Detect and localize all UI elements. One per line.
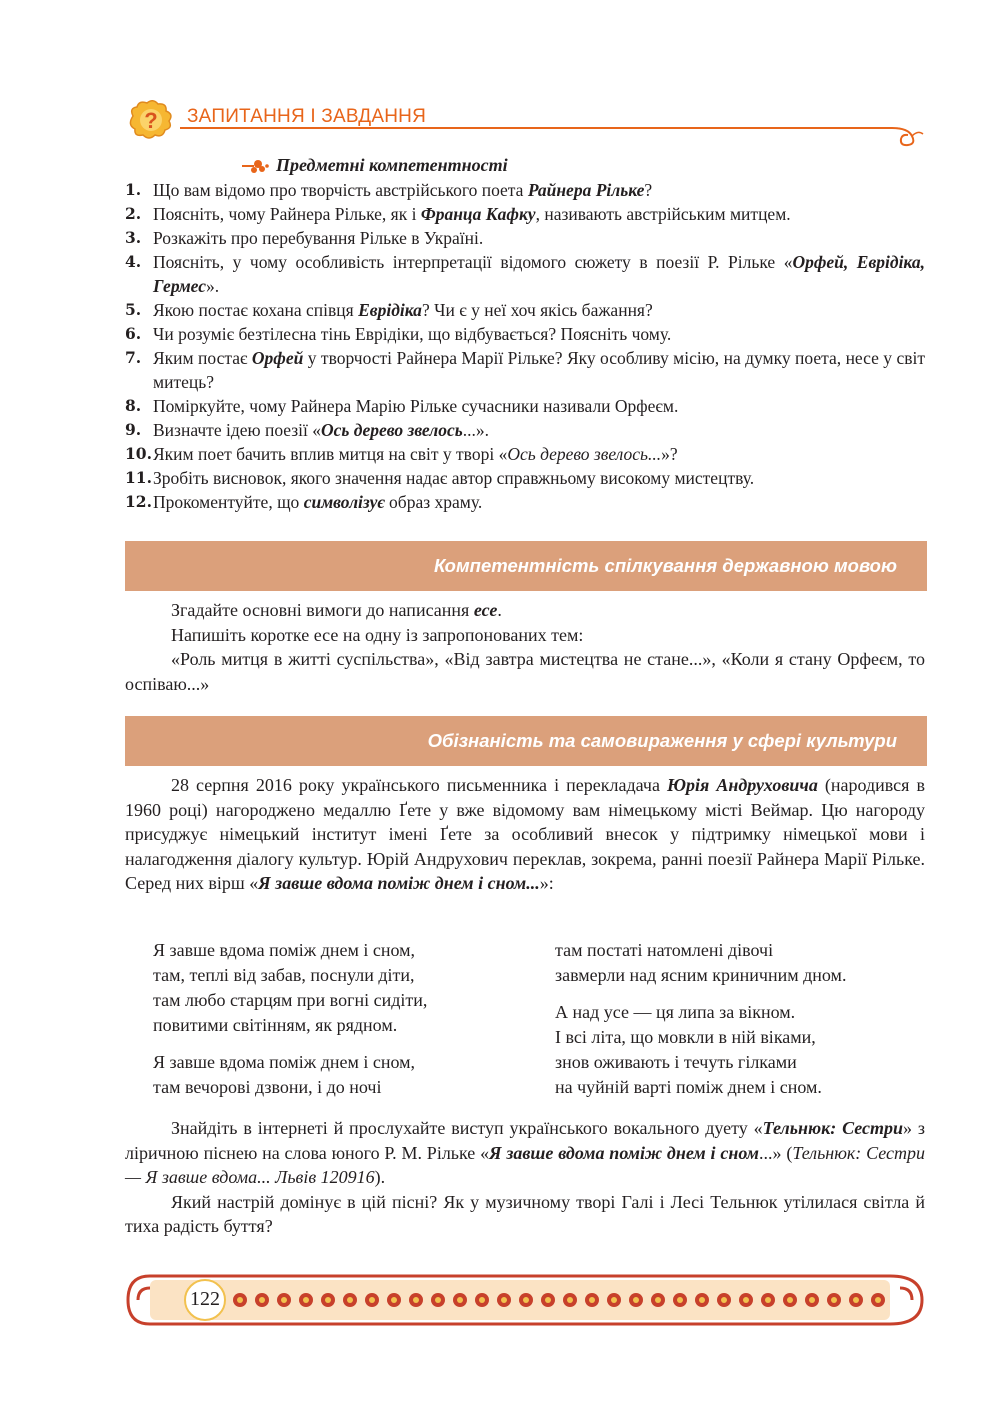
question-item	[125, 442, 925, 466]
question-number: 1.	[125, 180, 142, 199]
ornament-flower-center	[237, 1297, 243, 1303]
question-item	[125, 346, 925, 394]
competence-banner-culture	[125, 716, 927, 766]
essay-topics: «Роль митця в житті суспільства», «Від завтра мистецтва не стане...», «Коли я стану Орфеєм, то оспіваю...»	[125, 649, 925, 694]
question-item	[125, 490, 925, 514]
ornament-flower-center	[875, 1297, 881, 1303]
poem-line: знов оживають і течуть гілками	[555, 1052, 797, 1072]
ornament-flower-center	[347, 1297, 353, 1303]
poem-line: повитими світінням, як рядном.	[153, 1015, 398, 1035]
question-item	[125, 202, 925, 226]
ornament-flower-center	[545, 1297, 551, 1303]
question-number: 12.	[125, 492, 152, 511]
author-name: Юрія Андруховича	[667, 775, 818, 795]
poem-stanza	[153, 1050, 427, 1100]
poem-stanza	[555, 938, 846, 988]
ornament-flower-center	[523, 1297, 529, 1303]
question-number: 6.	[125, 324, 142, 343]
subject-competence-heading	[240, 155, 508, 176]
listening-paragraph: Знайдіть в інтернеті й прослухайте виступ українського вокального дуету «Тельнюк: Сестри» з ліричною піснею на слова юного Р. М. Рільке «Я завше вдома поміж днем і сном...» (Тельнюк: Сестри — Я завше вдома... Львів 120916).	[125, 1118, 925, 1187]
ornament-flower-center	[325, 1297, 331, 1303]
video-reference: Тельнюк: Сестри — Я завше вдома... Львів 120916	[125, 1142, 925, 1187]
essay-paragraph-2: Напишіть коротке есе на одну із запропонованих тем:	[171, 624, 584, 645]
question-text: Поясніть, чому Райнера Рільке, як і	[153, 204, 421, 224]
question-text: Яким поет бачить вплив митця на світ у творі «	[153, 444, 508, 464]
question-item	[125, 322, 925, 346]
question-text: Яким постає	[153, 348, 252, 368]
question-text: Чи розуміє безтілесна тінь Еврідіки, що відбувається? Поясніть чому.	[153, 324, 672, 344]
ornament-flower-center	[369, 1297, 375, 1303]
ornament-flower-center	[413, 1297, 419, 1303]
emphasized-term: символізує	[303, 492, 385, 512]
subject-competence-label: Предметні компетентності	[276, 155, 508, 175]
banner-culture-label: Обізнаність та самовираження у сфері культури	[427, 730, 897, 751]
question-text: Прокоментуйте, що	[153, 492, 304, 512]
question-text: Зробіть висновок, якого значення надає автор справжньому високому мистецтву.	[153, 468, 755, 488]
question-number: 10.	[125, 444, 152, 463]
competence-banner-language	[125, 541, 927, 591]
emphasized-term: Райнера Рільке	[527, 180, 645, 200]
question-item	[125, 466, 925, 490]
ornament-flower-center	[303, 1297, 309, 1303]
ornament-flower-center	[633, 1297, 639, 1303]
puzzle-question-icon	[125, 98, 183, 146]
ornament-flower-center	[259, 1297, 265, 1303]
folk-ornament-border	[120, 1268, 930, 1332]
banner-language-label: Компетентність спілкування державною мовою	[434, 555, 897, 576]
song-title: Я завше вдома поміж днем і сном	[489, 1142, 759, 1163]
ornament-flower-center	[743, 1297, 749, 1303]
question-item	[125, 394, 925, 418]
question-number: 11.	[125, 468, 152, 487]
question-item	[125, 226, 925, 250]
duet-name: Тельнюк: Сестри	[762, 1118, 904, 1138]
question-text: образ храму.	[384, 492, 483, 512]
question-text: Розкажіть про перебування Рільке в Україні.	[153, 228, 484, 248]
ornament-flower-center	[611, 1297, 617, 1303]
question-text: ...».	[462, 420, 489, 440]
page-number: 122	[190, 1288, 220, 1310]
essay-paragraph-1: Згадайте основні вимоги до написання есе.	[171, 600, 502, 620]
flower-bullet-icon	[240, 158, 272, 174]
emphasized-term: Ось дерево звелось	[321, 420, 463, 440]
question-text: Поміркуйте, чому Райнера Марію Рільке сучасники називали Орфеєм.	[153, 396, 679, 416]
poem-stanza	[555, 1000, 846, 1100]
poem-line: там постаті натомлені дівочі	[555, 940, 774, 960]
questions-list	[125, 178, 925, 514]
poem-stanza	[153, 938, 427, 1038]
poem-line: Я завше вдома поміж днем і сном,	[153, 1052, 416, 1072]
question-number: 7.	[125, 348, 142, 367]
question-text: Визначте ідею поезії «	[153, 420, 322, 440]
ornament-flower-center	[391, 1297, 397, 1303]
ornament-flower-center	[281, 1297, 287, 1303]
svg-text:?: ?	[144, 108, 158, 133]
ornament-flower-center	[831, 1297, 837, 1303]
poem-line: Я завше вдома поміж днем і сном,	[153, 940, 416, 960]
poem-line: на чуйній варті поміж днем і сном.	[555, 1077, 822, 1097]
question-number: 2.	[125, 204, 142, 223]
emphasized-term: Орфей, Еврідіка, Гермес	[153, 252, 925, 296]
ornament-flower-center	[721, 1297, 727, 1303]
question-text: , називають австрійським митцем.	[535, 204, 791, 224]
listening-task	[125, 1116, 925, 1239]
question-text: Ось дерево звелось...	[507, 444, 662, 464]
poem-line: там вечорові дзвони, і до ночі	[153, 1077, 382, 1097]
andrukhovych-paragraph: 28 серпня 2016 року українського письменника і перекладача Юрія Андруховича (народився в 1960 році) нагороджено медаллю Ґете у вже відомому вам німецькому місті Веймар. Цю нагороду присуджує німецький інститут імені Ґете за особливий внесок у підтримку німецької мови і налагодження діалогу культур. Юрій Андрухович переклав, зокрема, ранні поезії Райнера Марії Рільке. Серед них вірш «Я завше вдома поміж днем і сном...»:	[125, 775, 925, 893]
question-number: 9.	[125, 420, 142, 439]
emphasized-term: Еврідіка	[358, 300, 422, 320]
poem-line: завмерли над ясним криничним дном.	[555, 965, 847, 985]
ornament-flower-center	[501, 1297, 507, 1303]
section-header	[125, 98, 925, 148]
ornament-flower-center	[853, 1297, 859, 1303]
essay-term: есе	[473, 600, 498, 620]
header-rule	[180, 126, 925, 148]
poem-line: І всі літа, що мовкли в ній віками,	[555, 1027, 816, 1047]
question-item	[125, 250, 925, 298]
ornament-flower-center	[699, 1297, 705, 1303]
question-text: Що вам відомо про творчість австрійського поета	[153, 180, 528, 200]
ornament-flower-center	[787, 1297, 793, 1303]
poem-line: там, теплі від забав, поснули діти,	[153, 965, 415, 985]
question-item	[125, 418, 925, 442]
essay-task	[125, 598, 925, 696]
ornament-flower-center	[457, 1297, 463, 1303]
ornament-flower-center	[479, 1297, 485, 1303]
question-text: у творчості Райнера Марії Рільке? Яку особливу місію, на думку поета, несе у світ митець?	[153, 348, 926, 392]
question-text: ? Чи є у неї хоч якісь бажання?	[421, 300, 653, 320]
ornament-flower-center	[677, 1297, 683, 1303]
question-item	[125, 178, 925, 202]
poem-right-column	[555, 938, 846, 1112]
emphasized-term: Франца Кафку	[420, 204, 536, 224]
question-text: Поясніть, у чому особливість інтерпретації відомого сюжету в поезії Р. Рільке «	[153, 252, 793, 272]
listening-question: Який настрій домінує в цій пісні? Як у музичному творі Галі і Лесі Тельнюк утілилася світла й тиха радість буття?	[125, 1191, 925, 1236]
question-number: 5.	[125, 300, 142, 319]
ornament-flower-center	[567, 1297, 573, 1303]
ornament-flower-center	[589, 1297, 595, 1303]
ornament-flower-center	[809, 1297, 815, 1303]
question-item	[125, 298, 925, 322]
question-text: ?	[644, 180, 653, 200]
poem-line: А над усе — ця липа за вікном.	[555, 1002, 796, 1022]
question-number: 3.	[125, 228, 142, 247]
question-text: »?	[661, 444, 678, 464]
question-number: 4.	[125, 252, 142, 271]
poem-left-column	[153, 938, 427, 1112]
ornament-flower-center	[655, 1297, 661, 1303]
poem-title: Я завше вдома поміж днем і сном...	[258, 873, 540, 893]
section-title: ЗАПИТАННЯ І ЗАВДАННЯ	[187, 106, 427, 127]
ornament-flower-center	[765, 1297, 771, 1303]
question-number: 8.	[125, 396, 142, 415]
ornament-flower-center	[435, 1297, 441, 1303]
question-text: Якою постає кохана співця	[153, 300, 359, 320]
emphasized-term: Орфей	[251, 348, 304, 368]
poem-line: там любо старцям при вогні сидіти,	[153, 990, 428, 1010]
question-text: ».	[206, 276, 220, 296]
